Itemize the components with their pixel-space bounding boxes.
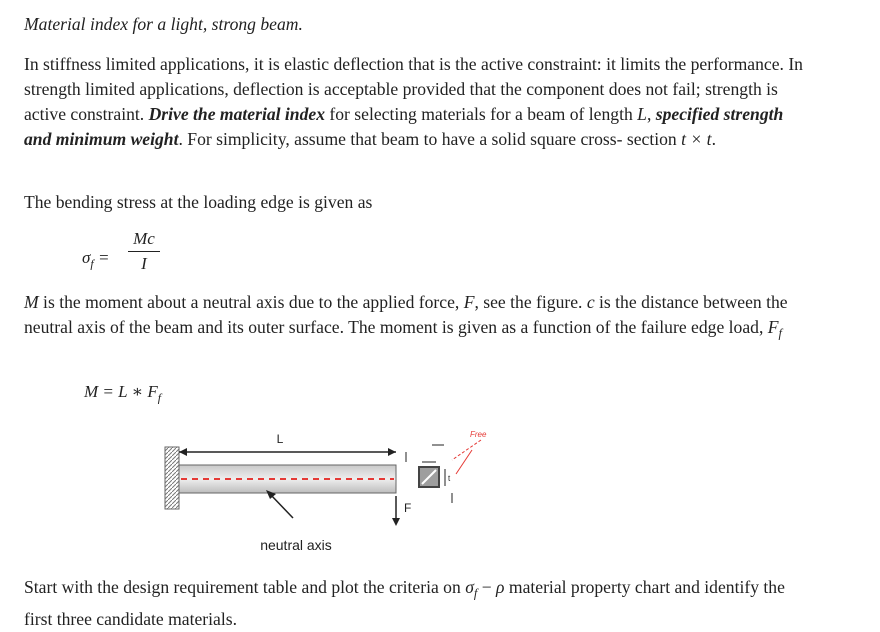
moment-text-a: is the moment about a neutral axis due to the applied force, (38, 292, 464, 312)
rho-symbol: ρ (496, 577, 505, 597)
problem-title: Material index for a light, strong beam. (24, 14, 303, 34)
bending-stress-paragraph: The bending stress at the loading edge is given as (24, 192, 373, 212)
beam-diagram (0, 418, 880, 568)
moment-variable: M (24, 292, 39, 312)
failure-load-variable: $F_f$ (767, 317, 782, 341)
free-label: Free (470, 430, 487, 439)
distance-variable: c (586, 292, 595, 312)
equation-denominator: I (141, 254, 147, 273)
task-text-c: material property chart and identify the first three candidate materials. (24, 577, 785, 629)
length-label: L (276, 432, 284, 446)
task-paragraph (24, 575, 814, 632)
beam (179, 465, 396, 493)
sigma-f-symbol: $\sigma_f$ (465, 577, 478, 601)
moment-paragraph (24, 290, 814, 347)
force-label: F (404, 501, 412, 515)
moment-equation: M = L ∗ $F_f$ (84, 382, 162, 405)
force-arrow-icon (392, 518, 400, 526)
moment-text-c: is the distance between the neutral axis of the beam and its outer surface. The moment is given as a function of the failure edge load, (24, 292, 788, 337)
moment-text-b: , see the figure. (474, 292, 587, 312)
free-pointer-line (456, 450, 472, 474)
length-variable: L (637, 104, 647, 124)
neutral-axis-pointer (270, 494, 293, 518)
task-text-b: − (477, 577, 497, 597)
t-label: t (448, 474, 451, 483)
intro-text-b: for selecting materials for a beam of length (325, 104, 638, 124)
force-variable: F (463, 292, 475, 312)
equation-lhs: $\sigma_f$ = (82, 248, 110, 271)
constraint-emphasis: specified strength and minimum weight (24, 104, 784, 149)
fraction-bar (128, 251, 160, 252)
task-emphasis: Drive the material index (148, 104, 325, 124)
intro-text-c: , (646, 104, 656, 124)
intro-text-e: . (711, 129, 716, 149)
equation-fraction (128, 228, 160, 275)
dim-arrow-left-icon (179, 448, 187, 456)
fixed-wall (165, 447, 179, 509)
neutral-axis-label: neutral axis (260, 537, 332, 553)
intro-paragraph (24, 52, 814, 152)
task-text-a: Start with the design requirement table and plot the criteria on (24, 577, 466, 597)
cross-section-variable: t × t (681, 129, 712, 149)
equation-numerator: Mc (133, 229, 155, 248)
dim-arrow-right-icon (388, 448, 396, 456)
free-leader-line (452, 440, 481, 460)
intro-text-a: In stiffness limited applications, it is elastic deflection that is the active constraint: it limits the performance. In strength limited applications, deflection is acceptable provided that the component does not fail; strength is active constraint. (24, 54, 803, 124)
intro-text-d: . For simplicity, assume that beam to have a solid square cross- section (178, 129, 682, 149)
